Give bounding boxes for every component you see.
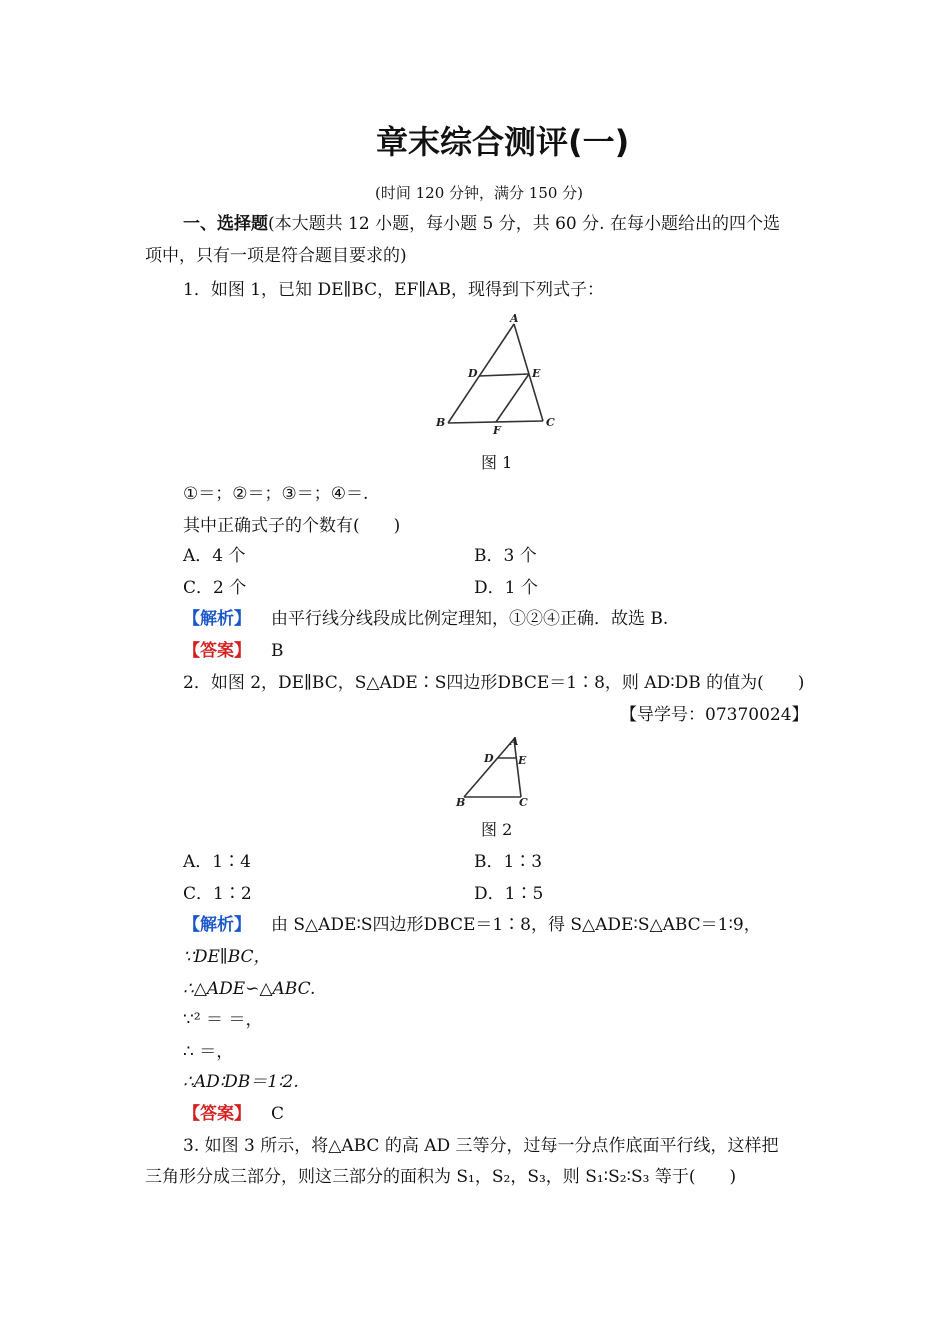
q2-analysis-tag: 【解析】	[183, 915, 251, 935]
q1-analysis	[183, 607, 668, 631]
segment-ab	[448, 324, 514, 423]
fig1-label-f: F	[493, 424, 501, 436]
q1-analysis-text: 由平行线分线段成比例定理知，①②④正确．故选 B.	[271, 609, 669, 629]
fig1-label-c: C	[546, 416, 555, 429]
page-title: 章末综合测评(一)	[376, 123, 630, 161]
q1-option-c: C．2 个	[183, 578, 247, 598]
section-header	[183, 212, 780, 236]
q2-answer-tag: 【答案】	[183, 1104, 251, 1124]
q2-analysis-text: 由 S△ADE∶S四边形DBCE＝1∶8，得 S△ADE∶S△ABC＝1∶9，	[271, 915, 761, 935]
q2-answer	[183, 1102, 284, 1126]
q2-analysis	[183, 913, 761, 937]
section-desc-line1: (本大题共 12 小题，每小题 5 分，共 60 分. 在每小题给出的四个选	[268, 214, 780, 234]
q3-stem-line1: 3. 如图 3 所示，将△ABC 的高 AD 三等分，过每一分点作底面平行线，这样把	[183, 1136, 779, 1156]
q1-option-b: B．3 个	[474, 546, 537, 566]
page-subtitle: (时间 120 分钟，满分 150 分)	[375, 184, 584, 202]
q1-answer-tag: 【答案】	[183, 641, 251, 661]
q1-option-d: D．1 个	[474, 578, 538, 598]
q1-option-a: A．4 个	[183, 546, 246, 566]
segment-bc	[448, 421, 543, 423]
q2-step-3: ∵² ＝ ＝，	[183, 1010, 263, 1030]
fig2-label-c: C	[519, 796, 528, 809]
q1-answer-text: B	[271, 641, 284, 661]
q2-option-d: D．1∶5	[474, 884, 544, 904]
figure-1-caption: 图 1	[481, 453, 513, 472]
q1-answer	[183, 639, 284, 663]
q2-step-5: ∴AD∶DB＝1∶2.	[183, 1072, 299, 1092]
figure-2-caption: 图 2	[481, 820, 513, 839]
fig1-label-e: E	[532, 367, 541, 380]
q2-step-4: ∴ ＝，	[183, 1042, 234, 1062]
q2-stem: 2．如图 2，DE∥BC，S△ADE∶S四边形DBCE＝1∶8，则 AD∶DB 的值为( )	[183, 673, 805, 693]
fig2-label-a: A	[510, 735, 519, 748]
segment-ef	[496, 374, 529, 422]
segment-de	[479, 374, 529, 376]
q2-step-2: ∴△ADE∽△ABC.	[183, 979, 316, 999]
section-desc-line2: 项中，只有一项是符合题目要求的)	[145, 246, 407, 266]
fig2-label-d: D	[484, 752, 494, 765]
figure-1-triangle	[430, 310, 570, 436]
fig1-label-d: D	[468, 367, 478, 380]
q1-question: 其中正确式子的个数有( )	[183, 516, 401, 536]
q2-option-c: C．1∶2	[183, 884, 252, 904]
q1-stem: 1．如图 1，已知 DE∥BC，EF∥AB，现得到下列式子：	[183, 280, 604, 300]
fig1-label-b: B	[436, 416, 446, 429]
q2-guide-number: 【导学号：07370024】	[620, 705, 809, 725]
q2-answer-text: C	[271, 1104, 285, 1124]
q3-stem-line2: 三角形分成三部分，则这三部分的面积为 S₁，S₂，S₃，则 S₁∶S₂∶S₃ 等于( )	[145, 1167, 737, 1187]
segment-ab	[464, 739, 514, 797]
q2-option-a: A．1∶4	[183, 852, 251, 872]
q1-analysis-tag: 【解析】	[183, 609, 251, 629]
q1-formulas: ①＝；②＝；③＝；④＝.	[183, 484, 369, 504]
q2-step-1: ∵DE∥BC，	[183, 947, 271, 967]
fig1-label-a: A	[510, 312, 519, 325]
fig2-label-e: E	[518, 754, 527, 767]
section-heading: 一、选择题	[183, 214, 268, 234]
q2-option-b: B．1∶3	[474, 852, 543, 872]
figure-2-triangle	[452, 733, 542, 813]
fig2-label-b: B	[456, 796, 466, 809]
